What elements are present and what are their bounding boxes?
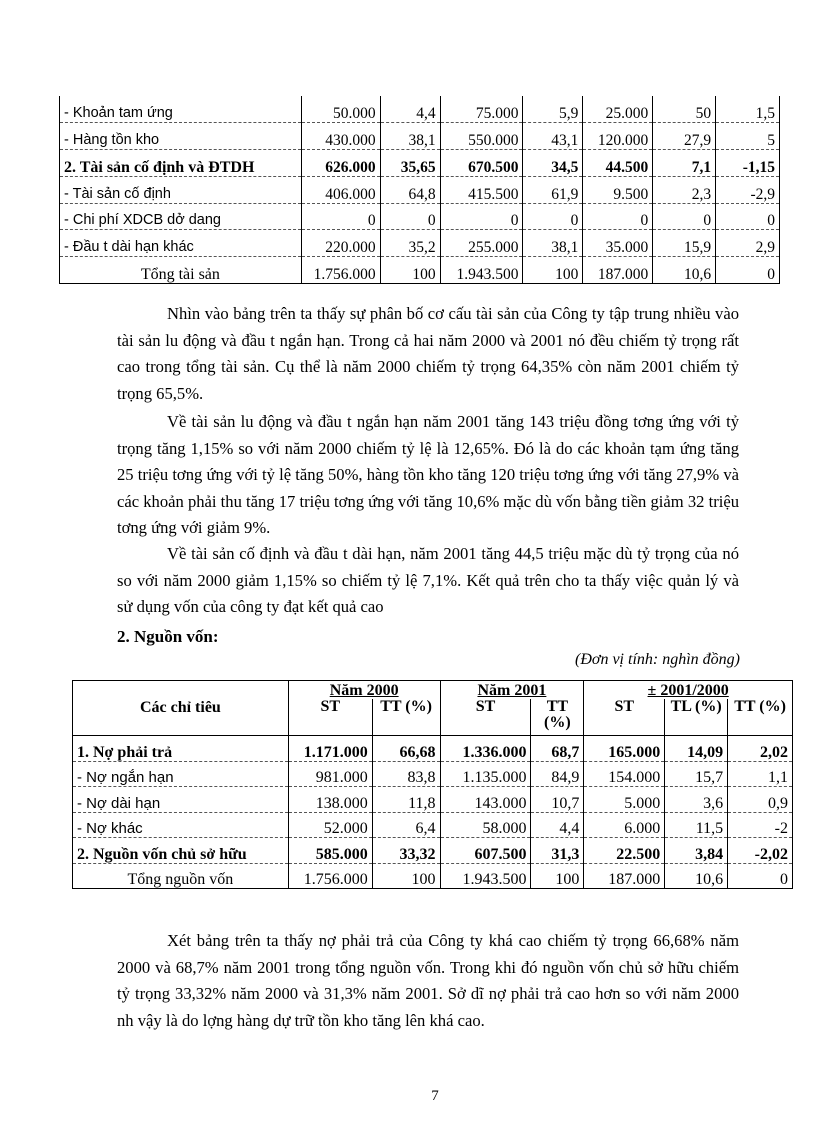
table-cell: 1,1 bbox=[728, 761, 793, 787]
table-cell: 1.756.000 bbox=[288, 863, 372, 889]
table-cell: 0 bbox=[653, 203, 716, 230]
header-tt-2000: TT (%) bbox=[372, 699, 440, 736]
table-cell: 58.000 bbox=[440, 812, 531, 838]
row-label: - Nợ khác bbox=[73, 812, 289, 838]
table-cell: -2,9 bbox=[716, 176, 780, 203]
table-cell: 27,9 bbox=[653, 122, 716, 149]
table-cell: 187.000 bbox=[584, 863, 665, 889]
table-cell: 5,9 bbox=[523, 96, 583, 122]
table-cell: -1,15 bbox=[716, 149, 780, 176]
table-cell: 83,8 bbox=[372, 761, 440, 787]
row-label: - Nợ dài hạn bbox=[73, 787, 289, 813]
table-cell: 35,65 bbox=[380, 149, 440, 176]
table-cell: 138.000 bbox=[288, 787, 372, 813]
table-cell: 1.135.000 bbox=[440, 761, 531, 787]
table-cell: 50.000 bbox=[301, 96, 380, 122]
table-cell: 44.500 bbox=[583, 149, 653, 176]
table-cell: 10,6 bbox=[653, 257, 716, 284]
table-cell: 154.000 bbox=[584, 761, 665, 787]
table-cell: 550.000 bbox=[440, 122, 523, 149]
assets-table-continued bbox=[59, 96, 780, 284]
table-row bbox=[73, 838, 793, 864]
row-label: Tổng nguồn vốn bbox=[73, 863, 289, 889]
header-year-2000: Năm 2000 bbox=[288, 681, 440, 700]
table-cell: 1.943.500 bbox=[440, 863, 531, 889]
table-cell: 11,8 bbox=[372, 787, 440, 813]
table-cell: 10,7 bbox=[531, 787, 584, 813]
table-cell: 6.000 bbox=[584, 812, 665, 838]
table-cell: 165.000 bbox=[584, 736, 665, 762]
header-st-2001: ST bbox=[440, 699, 531, 736]
table-cell: 64,8 bbox=[380, 176, 440, 203]
table-cell: 255.000 bbox=[440, 230, 523, 257]
row-label: 1. Nợ phải trả bbox=[73, 736, 289, 762]
capital-table-body bbox=[73, 736, 793, 889]
table-cell: 34,5 bbox=[523, 149, 583, 176]
paragraph-current-assets: Về tài sản lu động và đầu t ngắn hạn năm 2001 tăng 143 triệu đồng tơng ứng với tỷ trọng tăng 1,15% so với năm 2000 chiếm tỷ lệ là 12,65%. Đó là do các khoản tạm ứng tăng 25 triệu tơng ứng với tỷ lệ tăng 50%, hàng tồn kho tăng 120 triệu tơng ứng với tăng 27,9% và các khoản phải thu tăng 17 triệu tơng ứng với tăng 10,6% mặc dù vốn bằng tiền giảm 32 triệu tơng ứng với giảm 9%. bbox=[117, 412, 739, 537]
table-cell: 52.000 bbox=[288, 812, 372, 838]
header-tt-change: TT (%) bbox=[728, 699, 793, 736]
table-cell: 0 bbox=[716, 203, 780, 230]
table-cell: 1.943.500 bbox=[440, 257, 523, 284]
row-label: - Nợ ngắn hạn bbox=[73, 761, 289, 787]
table-cell: 14,09 bbox=[665, 736, 728, 762]
table-cell: 10,6 bbox=[665, 863, 728, 889]
table-row bbox=[60, 230, 780, 257]
table-row bbox=[73, 761, 793, 787]
table-row bbox=[60, 257, 780, 284]
header-tt-2001: TT (%) bbox=[531, 699, 584, 736]
row-label: - Hàng tồn kho bbox=[60, 122, 302, 149]
table-cell: 31,3 bbox=[531, 838, 584, 864]
table-cell: 5.000 bbox=[584, 787, 665, 813]
table-cell: 0,9 bbox=[728, 787, 793, 813]
table-cell: 66,68 bbox=[372, 736, 440, 762]
table-cell: 3,6 bbox=[665, 787, 728, 813]
table-cell: 1.756.000 bbox=[301, 257, 380, 284]
table-cell: 6,4 bbox=[372, 812, 440, 838]
table-cell: 35.000 bbox=[583, 230, 653, 257]
unit-note: (Đơn vị tính: nghìn đồng) bbox=[575, 651, 740, 668]
table-row bbox=[60, 203, 780, 230]
row-label: 2. Nguồn vốn chủ sở hữu bbox=[73, 838, 289, 864]
table-cell: 15,7 bbox=[665, 761, 728, 787]
row-label: - Tài sản cố định bbox=[60, 176, 302, 203]
table-cell: 0 bbox=[523, 203, 583, 230]
table-cell: 2,02 bbox=[728, 736, 793, 762]
table-cell: 0 bbox=[380, 203, 440, 230]
row-label: - Đầu t dài hạn khác bbox=[60, 230, 302, 257]
table-cell: 0 bbox=[716, 257, 780, 284]
paragraph-asset-structure: Nhìn vào bảng trên ta thấy sự phân bố cơ cấu tài sản của Công ty tập trung nhiều vào tài sản lu động và đầu t ngắn hạn. Trong cả hai năm 2000 và 2001 nó đều chiếm tỷ trọng rất cao trong tổng tài sản. Cụ thể là năm 2000 chiếm tỷ trọng 64,35% còn năm 2001 chiếm tỷ trọng 65,5%. bbox=[117, 304, 739, 403]
table-cell: 100 bbox=[372, 863, 440, 889]
table-row bbox=[73, 812, 793, 838]
table-cell: 43,1 bbox=[523, 122, 583, 149]
table-cell: 1.171.000 bbox=[288, 736, 372, 762]
table-cell: 415.500 bbox=[440, 176, 523, 203]
table-row bbox=[73, 787, 793, 813]
row-label: - Chi phí XDCB dở dang bbox=[60, 203, 302, 230]
table-row bbox=[60, 149, 780, 176]
table-cell: 0 bbox=[583, 203, 653, 230]
table-cell: 15,9 bbox=[653, 230, 716, 257]
table-cell: 50 bbox=[653, 96, 716, 122]
table-cell: 4,4 bbox=[531, 812, 584, 838]
table-cell: 38,1 bbox=[380, 122, 440, 149]
table-cell: 11,5 bbox=[665, 812, 728, 838]
table-cell: 100 bbox=[531, 863, 584, 889]
table-cell: 75.000 bbox=[440, 96, 523, 122]
row-label: Tổng tài sản bbox=[60, 257, 302, 284]
table-cell: 68,7 bbox=[531, 736, 584, 762]
paragraph-fixed-assets: Về tài sản cố định và đầu t dài hạn, năm 2001 tăng 44,5 triệu mặc dù tỷ trọng của nó so với năm 2000 giảm 1,15% so chiếm tỷ lệ 7,1%. Kết quả trên cho ta thấy việc quản lý và sử dụng vốn của công ty đạt kết quả cao bbox=[117, 544, 739, 616]
capital-sources-table bbox=[72, 680, 793, 889]
table-cell: 0 bbox=[301, 203, 380, 230]
table-cell: 4,4 bbox=[380, 96, 440, 122]
table-cell: 9.500 bbox=[583, 176, 653, 203]
capital-table-header bbox=[73, 681, 793, 736]
table-cell: 981.000 bbox=[288, 761, 372, 787]
table-cell: 0 bbox=[440, 203, 523, 230]
paragraph-liabilities-analysis: Xét bảng trên ta thấy nợ phải trả của Công ty khá cao chiếm tỷ trọng 66,68% năm 2000 và 68,7% năm 2001 trong tổng nguồn vốn. Trong khi đó nguồn vốn chủ sở hữu chiếm tỷ trọng 33,32% năm 2000 và 31,3% năm 2001. Sở dĩ nợ phải trả cao hơn so với năm 2000 nh vậy là do lợng hàng dự trữ tồn kho tăng lên khá cao. bbox=[117, 931, 739, 1030]
table-cell: 670.500 bbox=[440, 149, 523, 176]
table-cell: 187.000 bbox=[583, 257, 653, 284]
table-cell: 2,9 bbox=[716, 230, 780, 257]
table-cell: 1,5 bbox=[716, 96, 780, 122]
table-cell: 61,9 bbox=[523, 176, 583, 203]
table-cell: 220.000 bbox=[301, 230, 380, 257]
header-st-change: ST bbox=[584, 699, 665, 736]
table-row bbox=[60, 176, 780, 203]
header-change-2001-2000: ± 2001/2000 bbox=[584, 681, 793, 700]
table-cell: 100 bbox=[380, 257, 440, 284]
header-st-2000: ST bbox=[288, 699, 372, 736]
table-cell: 5 bbox=[716, 122, 780, 149]
header-tl-change: TL (%) bbox=[665, 699, 728, 736]
table-cell: 35,2 bbox=[380, 230, 440, 257]
table-row bbox=[73, 863, 793, 889]
page-number: 7 bbox=[431, 1088, 439, 1104]
table-cell: 0 bbox=[728, 863, 793, 889]
table-cell: 626.000 bbox=[301, 149, 380, 176]
section-heading-capital-sources: 2. Nguồn vốn: bbox=[117, 627, 219, 646]
table-cell: 607.500 bbox=[440, 838, 531, 864]
row-label: - Khoản tam ứng bbox=[60, 96, 302, 122]
table-cell: 7,1 bbox=[653, 149, 716, 176]
table-cell: 22.500 bbox=[584, 838, 665, 864]
table-cell: 3,84 bbox=[665, 838, 728, 864]
table-cell: 2,3 bbox=[653, 176, 716, 203]
table-cell: 430.000 bbox=[301, 122, 380, 149]
table-row bbox=[60, 96, 780, 122]
table-cell: 585.000 bbox=[288, 838, 372, 864]
table-cell: 120.000 bbox=[583, 122, 653, 149]
table-cell: -2 bbox=[728, 812, 793, 838]
header-indicators: Các chỉ tiêu bbox=[73, 681, 289, 736]
table-cell: 33,32 bbox=[372, 838, 440, 864]
table-cell: 25.000 bbox=[583, 96, 653, 122]
row-label: 2. Tài sản cố định và ĐTDH bbox=[60, 149, 302, 176]
table-row bbox=[60, 122, 780, 149]
table-cell: 406.000 bbox=[301, 176, 380, 203]
table-cell: 1.336.000 bbox=[440, 736, 531, 762]
table-row bbox=[73, 736, 793, 762]
table-cell: -2,02 bbox=[728, 838, 793, 864]
table-cell: 38,1 bbox=[523, 230, 583, 257]
table-cell: 84,9 bbox=[531, 761, 584, 787]
assets-table-body bbox=[60, 96, 780, 284]
table-cell: 100 bbox=[523, 257, 583, 284]
header-year-2001: Năm 2001 bbox=[440, 681, 584, 700]
table-cell: 143.000 bbox=[440, 787, 531, 813]
